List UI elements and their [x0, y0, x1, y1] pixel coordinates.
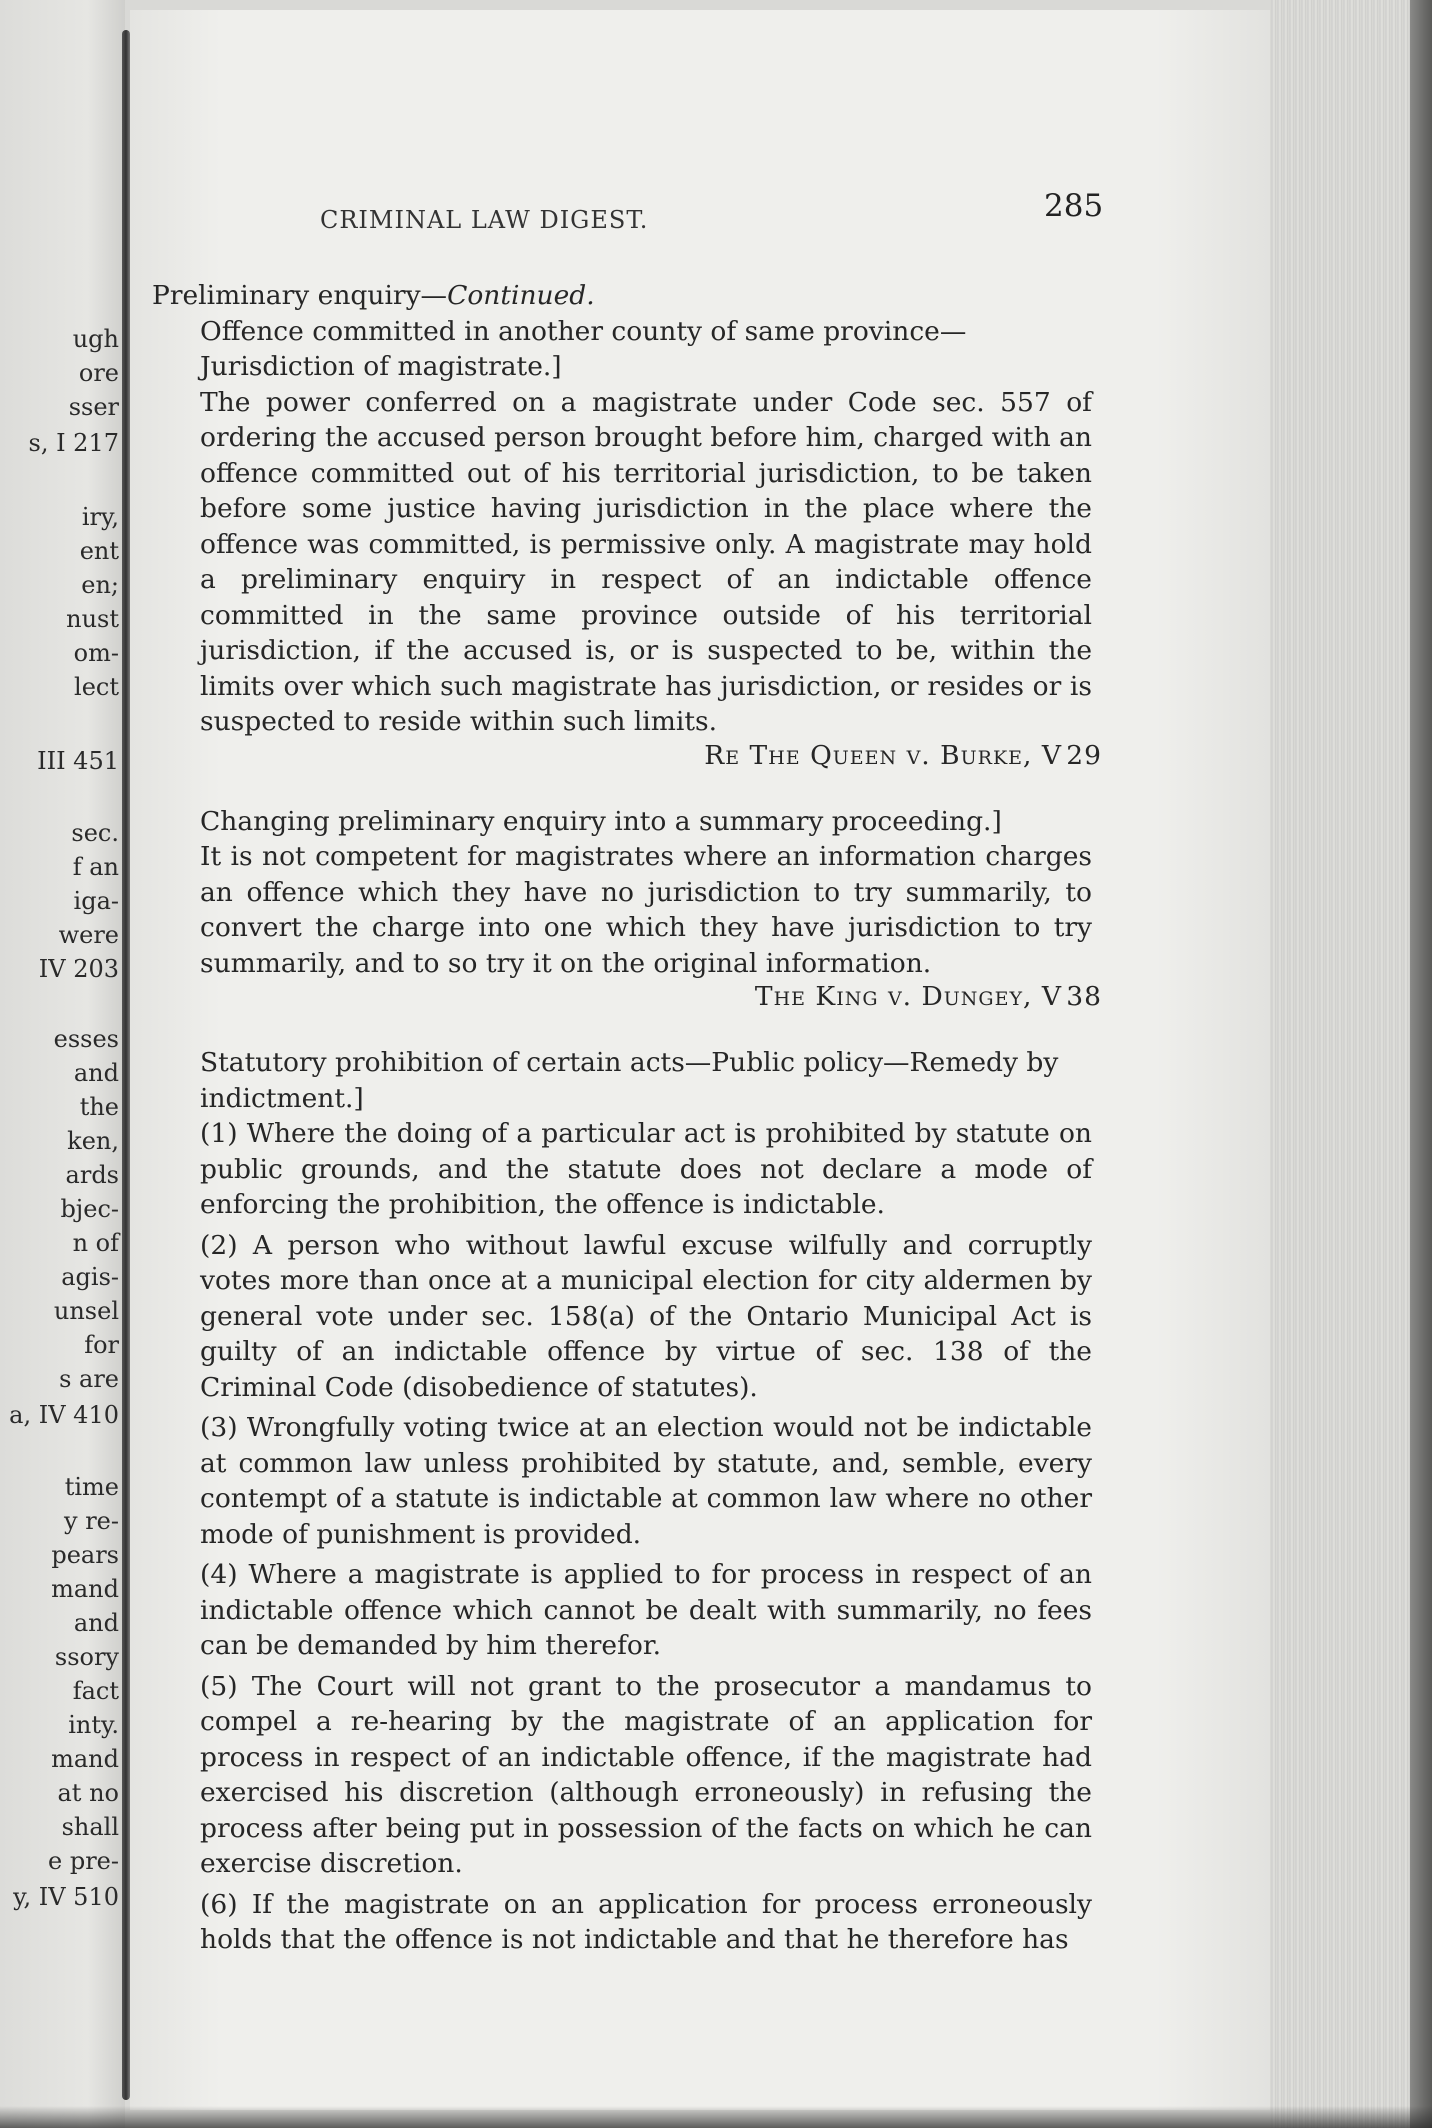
left-fragment: sser	[68, 393, 119, 421]
left-fragment: pears	[51, 1541, 119, 1569]
entry-paragraph: (1) Where the doing of a particular act is prohibited by statute on public grounds, and the statute does not declare a mode of enforcing the prohibition, the offence is indictable.	[200, 1118, 1092, 1220]
section-heading-continued: Continued.	[447, 280, 595, 311]
entry-title: Statutory prohibition of certain acts—Public policy—Remedy by indictment.]	[200, 1047, 1059, 1114]
entry-title: Changing preliminary enquiry into a summary proceeding.]	[200, 805, 1002, 837]
left-fragment: y, IV 510	[13, 1883, 119, 1911]
left-fragment: at no	[57, 1779, 119, 1807]
case-citation	[754, 979, 1102, 1015]
left-fragment: n of	[72, 1229, 119, 1257]
left-fragment: agis-	[61, 1263, 119, 1291]
left-fragment: en;	[81, 571, 119, 599]
left-fragment: iry,	[81, 503, 119, 531]
left-fragment: a, IV 410	[9, 1401, 119, 1429]
entry-title: Offence committed in another county of same province—Jurisdiction of magistrate.]	[200, 315, 967, 382]
case-citation-text: The King v. Dungey, V	[754, 981, 1062, 1012]
left-fragment: ssory	[54, 1643, 119, 1671]
left-fragment: nust	[66, 605, 119, 633]
running-head: CRIMINAL LAW DIGEST.	[320, 206, 649, 234]
entry-paragraph: (6) If the magistrate on an application for process erroneously holds that the offence is not indictable and that he therefore has	[200, 1888, 1092, 1955]
left-fragment: and	[73, 1609, 119, 1637]
entry-body: It is not competent for magistrates where an information charges an offence which they have no jurisdiction to try summarily, to convert the charge into one which they have jurisdiction to try summarily, and to so try it on the original information.	[200, 841, 1092, 979]
left-fragment: unsel	[53, 1297, 119, 1325]
left-fragment: iga-	[73, 887, 119, 915]
left-fragment: lect	[74, 673, 119, 701]
entry-body: The power conferred on a magistrate under Code sec. 557 of ordering the accused person brought before him, charged with an offence committed out of his territorial jurisdiction, to be taken before some justice having jurisdiction in the place where the offence was committed, is permissive only. A magistrate may hold a preliminary enquiry in respect of an indictable offence committed in the same province outside of his territorial jurisdiction, if the accused is, or is suspected to be, within the limits over which such magistrate has jurisdiction, or resides or is suspected to reside within such limits.	[200, 386, 1092, 737]
digest-entry	[152, 314, 1102, 1958]
left-fragment: fact	[72, 1677, 119, 1705]
left-facing-page	[0, 0, 125, 2128]
left-fragment: for	[84, 1331, 119, 1359]
left-fragment: ore	[78, 359, 119, 387]
left-fragment: y re-	[64, 1507, 119, 1535]
left-fragment: f an	[72, 853, 119, 881]
section-heading-main: Preliminary enquiry—	[152, 280, 448, 311]
left-fragment: e pre-	[48, 1847, 119, 1875]
case-citation-text: Re The Queen v. Burke, V	[704, 739, 1062, 771]
left-fragment: were	[58, 921, 119, 949]
left-fragment: ent	[79, 537, 119, 565]
case-citation-line	[200, 979, 1102, 1013]
left-fragment: sec.	[71, 819, 119, 847]
citation-page: 29	[1066, 739, 1102, 771]
left-fragment: inty.	[68, 1711, 119, 1739]
book-gutter	[122, 30, 130, 2100]
left-fragment: s, I 217	[28, 429, 119, 457]
left-fragment: the	[79, 1093, 119, 1121]
entry-paragraph: (2) A person who without lawful excuse wilfully and corruptly votes more than once at a municipal election for city aldermen by general vote under sec. 158(a) of the Ontario Municipal Act is guilty of an indictable offence by virtue of sec. 138 of the Criminal Code (disobedience of statutes).	[200, 1229, 1092, 1403]
left-fragment: IV 203	[38, 955, 119, 983]
left-fragment: ards	[65, 1161, 119, 1189]
left-fragment: om-	[73, 639, 119, 667]
page-stack-edge	[1270, 0, 1432, 2128]
case-citation	[704, 738, 1102, 774]
left-fragment: ugh	[72, 325, 119, 353]
page-number: 285	[1044, 188, 1104, 224]
left-fragment: time	[64, 1473, 119, 1501]
left-fragment: and	[73, 1059, 119, 1087]
left-fragment: shall	[61, 1813, 119, 1841]
left-fragment: mand	[51, 1745, 119, 1773]
left-fragment: esses	[53, 1025, 119, 1053]
left-fragment: s are	[59, 1365, 119, 1393]
left-fragment: mand	[51, 1575, 119, 1603]
entry-paragraph: (5) The Court will not grant to the prosecutor a mandamus to compel a re-hearing by the magistrate of an application for process in respect of an indictable offence, if the magistrate had exercised his discretion (although erroneously) in refusing the process after being put in possession of the facts on which he can exercise discretion.	[200, 1670, 1092, 1879]
left-fragment: bjec-	[60, 1195, 119, 1223]
left-fragment: ken,	[67, 1127, 119, 1155]
case-citation-line	[200, 738, 1102, 772]
bottom-shadow	[0, 2106, 1432, 2128]
entry-paragraph: (3) Wrongfully voting twice at an election would not be indictable at common law unless prohibited by statute, and, semble, every contempt of a statute is indictable at common law where no other mode of punishment is provided.	[200, 1412, 1092, 1550]
entry-paragraph: (4) Where a magistrate is applied to for process in respect of an indictable offence which cannot be dealt with summarily, no fees can be demanded by him therefor.	[200, 1559, 1092, 1661]
citation-page: 38	[1066, 981, 1102, 1012]
digest-content	[152, 278, 1102, 1963]
left-fragment: III 451	[37, 747, 119, 775]
section-heading	[152, 278, 1092, 314]
